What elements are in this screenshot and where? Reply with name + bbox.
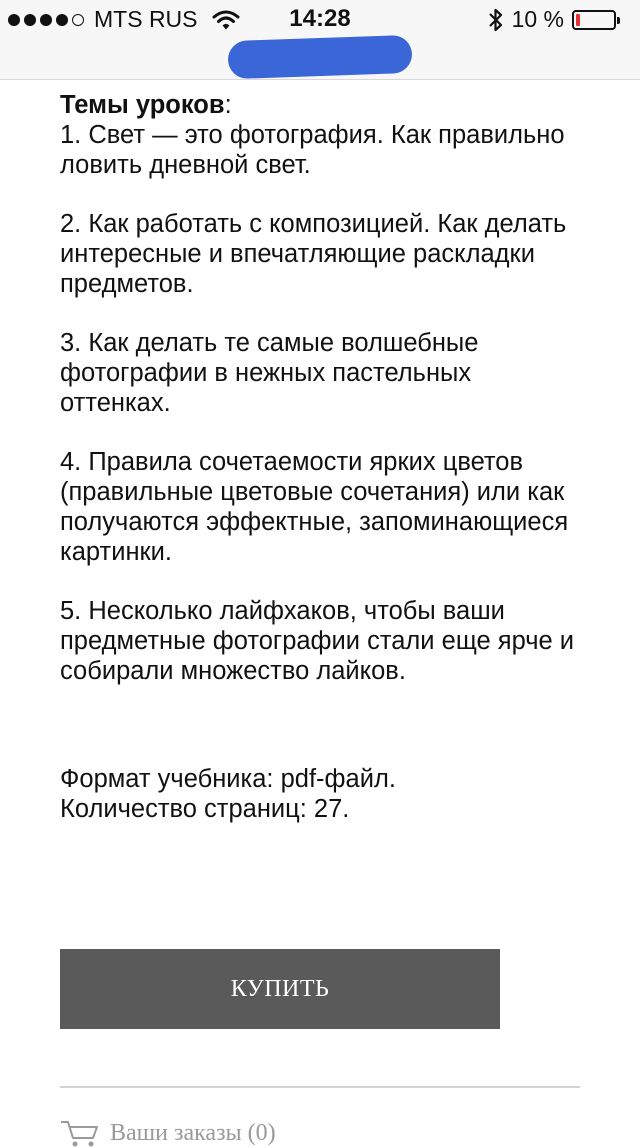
divider	[60, 1086, 580, 1088]
bluetooth-icon	[488, 7, 504, 33]
lesson-content	[60, 90, 580, 824]
lesson-topic-item: 2. Как работать с композицией. Как делать интересные и впечатляющие раскладки предметов.	[60, 210, 567, 298]
status-bar	[0, 0, 640, 80]
lesson-topic-item: 1. Свет — это фотография. Как правильно ловить дневной свет.	[60, 121, 565, 179]
status-bar-left	[8, 6, 240, 33]
book-format: Формат учебника: pdf-файл.	[60, 765, 396, 793]
lesson-topic-item: 5. Несколько лайфхаков, чтобы ваши предметные фотографии стали еще ярче и собирали множество лайков.	[60, 597, 575, 685]
status-bar-right	[488, 6, 616, 33]
status-time: 14:28	[289, 5, 351, 32]
book-details	[60, 764, 580, 824]
lesson-topic-item: 4. Правила сочетаемости ярких цветов (правильные цветовые сочетания) или как получаются эффектные, запоминающиеся картинки.	[60, 448, 569, 566]
battery-icon	[572, 10, 616, 30]
orders-link-label[interactable]: Ваши заказы (0)	[110, 1119, 276, 1146]
lesson-topic-item: 3. Как делать те самые волшебные фотографии в нежных пастельных оттенках.	[60, 329, 479, 417]
wifi-icon	[212, 9, 240, 31]
battery-percentage: 10 %	[511, 6, 564, 32]
orders-link[interactable]	[60, 1118, 276, 1148]
cart-icon	[60, 1118, 100, 1148]
signal-strength-icon	[8, 14, 84, 26]
lesson-topics-heading: Темы уроков:	[60, 91, 232, 119]
carrier-name: MTS RUS	[94, 6, 198, 32]
buy-button[interactable]: КУПИТЬ	[60, 949, 500, 1029]
redaction-mark	[227, 35, 412, 79]
book-pages: Количество страниц: 27.	[60, 795, 350, 823]
battery-level	[576, 14, 580, 26]
